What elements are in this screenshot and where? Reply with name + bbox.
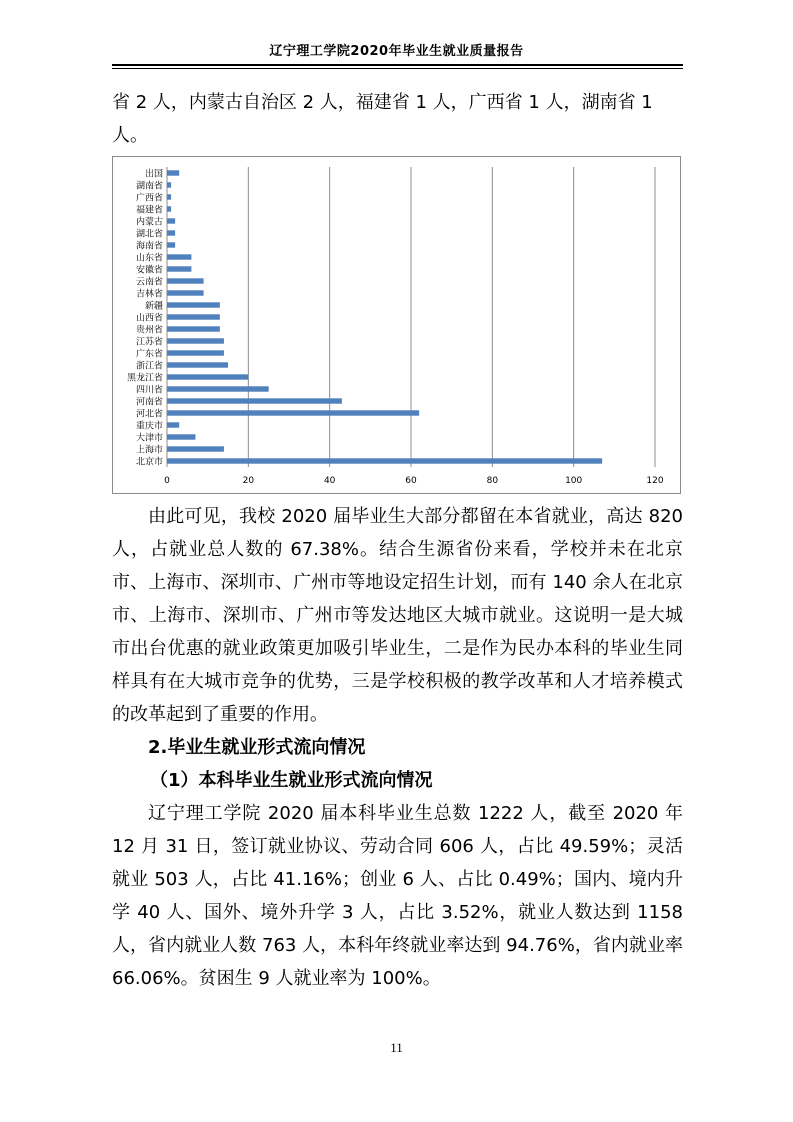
y-tick-label: 黑龙江省 xyxy=(126,373,163,384)
y-tick-label: 河南省 xyxy=(135,397,163,408)
y-tick-label: 出国 xyxy=(144,169,163,180)
x-tick-label: 40 xyxy=(323,476,336,486)
y-tick-label: 吉林省 xyxy=(135,289,163,300)
bar xyxy=(167,278,204,283)
bar xyxy=(167,218,175,223)
bar xyxy=(167,302,220,307)
bar xyxy=(167,314,220,319)
y-tick-label: 广东省 xyxy=(135,349,163,360)
x-tick-label: 100 xyxy=(565,476,583,486)
bar xyxy=(167,338,224,343)
bar xyxy=(167,386,269,391)
bar xyxy=(167,326,220,331)
y-tick-label: 安徽省 xyxy=(135,265,163,276)
y-tick-label: 福建省 xyxy=(135,205,163,216)
intro-paragraph: 省 2 人，内蒙古自治区 2 人，福建省 1 人，广西省 1 人，湖南省 1 人。 xyxy=(112,92,653,146)
y-tick-label: 北京市 xyxy=(135,457,163,468)
y-tick-label: 大津市 xyxy=(135,433,163,444)
x-tick-label: 0 xyxy=(164,476,170,486)
y-tick-label: 四川省 xyxy=(135,385,163,396)
bar xyxy=(167,290,204,295)
page-header: 辽宁理工学院2020年毕业生就业质量报告 xyxy=(269,44,524,59)
bar xyxy=(167,458,602,463)
bar xyxy=(167,362,228,367)
bar xyxy=(167,422,179,427)
y-tick-label: 云南省 xyxy=(135,277,163,288)
y-tick-label: 湖北省 xyxy=(135,229,163,240)
header-rule-thin xyxy=(112,68,683,69)
y-tick-label: 新疆 xyxy=(144,301,163,312)
bar xyxy=(167,254,191,259)
y-tick-label: 重庆市 xyxy=(135,421,163,432)
y-tick-label: 山西省 xyxy=(135,313,163,324)
y-tick-label: 河北省 xyxy=(135,409,163,420)
y-tick-label: 山东省 xyxy=(135,253,163,264)
bar xyxy=(167,266,191,271)
x-tick-label: 20 xyxy=(242,476,255,486)
analysis-paragraph: 由此可见，我校 2020 届毕业生大部分都留在本省就业，高达 820 人，占就业总人数的 67.38%。结合生源省份来看，学校并未在北京市、上海市、深圳市、广州市等地设定招生计划，而有 140 余人在北京市、上海市、深圳市、广州市等发达地区大城市就业。这说明一是大城市出台优惠的就业政策更加吸引毕业生，二是作为民办本科的毕业生同样具有在大城市竞争的优势，三是学校积极的教学改革和人才培养模式的改革起到了重要的作用。 xyxy=(112,506,683,725)
bar xyxy=(167,206,171,211)
y-tick-label: 海南省 xyxy=(135,241,163,252)
bar xyxy=(167,446,224,451)
header-rule xyxy=(112,64,683,66)
bar xyxy=(167,230,175,235)
bar xyxy=(167,350,224,355)
y-tick-label: 湖南省 xyxy=(135,181,163,192)
bar xyxy=(167,374,248,379)
y-tick-label: 上海市 xyxy=(135,445,163,456)
y-tick-label: 内蒙古 xyxy=(135,217,163,228)
bar xyxy=(167,398,342,403)
subsection-heading: （1）本科毕业生就业形式流向情况 xyxy=(150,770,433,791)
bar xyxy=(167,242,175,247)
y-tick-label: 贵州省 xyxy=(135,325,163,336)
bar xyxy=(167,194,171,199)
x-tick-label: 120 xyxy=(646,476,664,486)
y-tick-label: 江苏省 xyxy=(135,337,163,348)
bar xyxy=(167,410,419,415)
bar xyxy=(167,170,179,175)
bar xyxy=(167,434,195,439)
page-number: 11 xyxy=(390,1040,403,1055)
x-tick-label: 80 xyxy=(486,476,499,486)
y-tick-label: 浙江省 xyxy=(135,361,163,372)
bar xyxy=(167,182,171,187)
section-heading: 2.毕业生就业形式流向情况 xyxy=(148,737,366,758)
x-tick-label: 60 xyxy=(405,476,417,486)
employment-paragraph: 辽宁理工学院 2020 届本科毕业生总数 1222 人，截至 2020 年 12 月 31 日，签订就业协议、劳动合同 606 人，占比 49.59%；灵活就业 503 人，占比 41.16%；创业 6 人、占比 0.49%；国内、境内升学 40 人、国外、境外升学 3 人，占比 3.52%，就业人数达到 1158 人，省内就业人数 763 人，本科年终就业率达到 94.76%，省内就业率 66.06%。贫困生 9 人就业率为 100%。 xyxy=(112,803,683,989)
province-bar-chart xyxy=(112,156,681,494)
y-tick-label: 广西省 xyxy=(135,193,163,204)
chart-svg xyxy=(113,157,680,493)
